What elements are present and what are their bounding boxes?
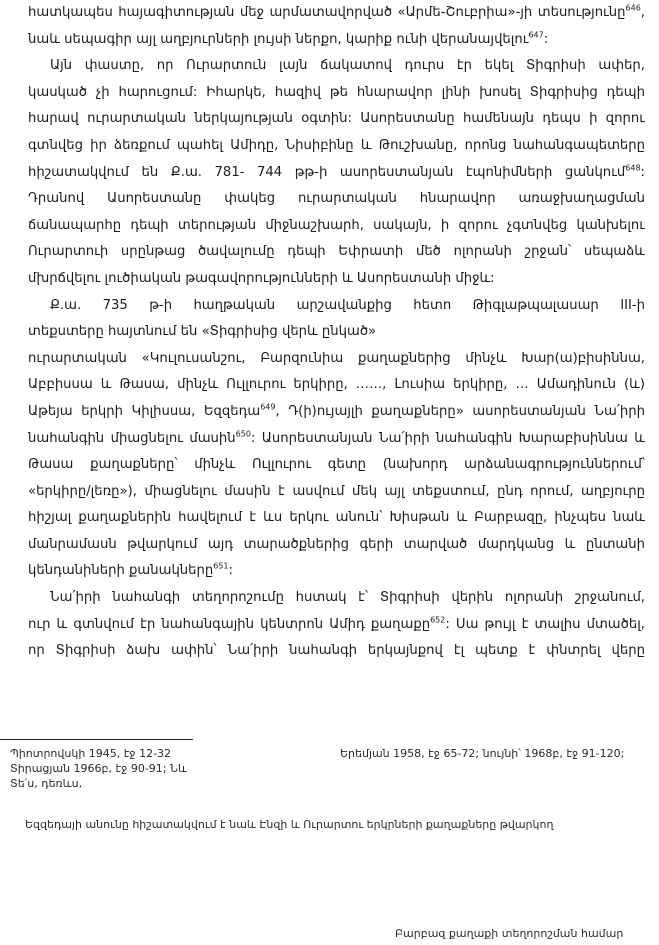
text-line: Դրանով Ասորեստանը փակեց ուրարտական հնարավոր առաջխաղացման	[28, 191, 645, 207]
text-line: Այն փաստը, որ Ուրարտուն լայն ճակատով դուրս էր եկել Տիգրիսի ափեր,	[50, 58, 645, 74]
text-line: մխրճվելու լուծիական թագավորությունների և Ասորեստանի միջև:	[28, 270, 495, 286]
footnote-reference: 647	[528, 30, 544, 40]
text-line: նաև սեպագիր այլ աղբյուրների լույսի ներքո, կարիք ունի վերանայվելու$^{647}$:	[28, 30, 549, 47]
text-line: ճանապարհը դեպի տերության միջնաշխարհ, սակայն, ի զորու չգտնվեց կանխելու	[28, 217, 645, 233]
footnote-text-line-bottom: Բարբազ քաղաքի տեղորոշման համար	[395, 927, 624, 940]
text-line: Թասա քաղաքները՝ մինչև Ուլլուրու գետը (նախորդ արձանագրություններում՝	[28, 457, 645, 473]
text-line: Նա՛իրի նահանգի տեղորոշումը հստակ է՝ Տիգրիսի վերին ոլորանի շրջանում,	[50, 590, 645, 606]
footnote-reference: 652	[430, 615, 446, 625]
footnote-reference: 651	[213, 562, 229, 572]
footnote-reference: 646	[625, 3, 641, 13]
text-line: հիշատակվում են Ք.ա. 781- 744 թթ-ի ասորեստանյան էպոնիմների ցանկում$^{648}$:	[28, 163, 645, 180]
text-line: նահանգին միացնելու մասին$^{650}$: Ասորեստանյան Նա՛իրի նահանգին Խարաբիսիննա և	[28, 429, 645, 446]
footnote-reference: 648	[625, 163, 641, 173]
text-line: ուր և գտնվում էր նահանգային կենտրոն Ամիդ քաղաքը$^{652}$: Սա թույլ է տալիս մտածել,	[28, 615, 645, 632]
footnote-left-column: Պիոտրովսկի 1945, էջ 12-32 Տիրացյան 1966բ, էջ 90-91; Նև Տե՛ս, դեռևս,	[10, 747, 187, 790]
text-line: ուրարտական «Կուլուսանշու, Բարզունիա քաղաքներից մինչև Խար(ա)բիսիննա,	[28, 350, 645, 366]
text-line: մանրամասն թվարկում այդ տարածքներից գերի տարված մարդկանց և ընտանի	[28, 536, 645, 552]
text-line: կենդանիների քանակները$^{651}$:	[28, 562, 233, 579]
text-line: հիշյալ քաղաքներին հավելում է ևս երկու անուն՝ Խիսթան և Բարբազը, ինչպես նաև	[28, 510, 645, 526]
text-line: որ Տիգրիսի ձախ ափին՝ Նա՛իրի նահանգի երկայնքով էլ պետք է փնտրել վերը	[28, 643, 645, 659]
text-line: Աթեյա երկրի Կիլիսսա, Եզզեդա$^{649}$, Դ(ի)ույայլի քաղաքները» ասորեստանյան Նա՛իրի	[28, 402, 645, 419]
footnote-reference: 650	[235, 429, 251, 439]
text-line: կասկած չի հարուցում: Իհարկե, հազիվ թե հնարավոր լինի խոսել Տիգրիսից դեպի	[28, 84, 645, 100]
text-line: Աբբիսսա և Թասա, մինչև Ուլլուրու երկիրը, ……, Լուսիա երկիրը, … Ամադինուն (և)	[28, 377, 645, 393]
footnote-reference: 649	[260, 402, 276, 412]
text-line: Ուրարտուի սրընթաց ծավալումը դեպի Եփրատի մեծ ոլորանի շրջան՝ սեպաձև	[28, 244, 645, 260]
text-line: տեքստերը հայտնում են «Տիգրիսից վերև ընկած»	[28, 324, 377, 340]
footnote-text-line: Եզզեդայի անունը հիշատակվում է նաև Էնզի և Ուրարտու երկրների քաղաքները թվարկող	[25, 818, 554, 831]
main-body-text	[28, 0, 645, 665]
text-line: գտնվեց իր ձեռքում պահել Ամիդը, Նիսիբինը և Թուշխանը, որոնց նահանգապետերը	[28, 137, 645, 153]
text-line: Ք.ա. 735 թ-ի հաղթական արշավանքից հետո Թիգլաթպալասար III-ի	[50, 297, 645, 313]
text-line: «երկիրը/լեռը»), միացնելու մասին է ասվում մեկ այլ տեքստում, ընդ որում, աղբյուրը	[28, 483, 645, 499]
footnote-right-column: Երեմյան 1958, էջ 65-72; նույնի՝ 1968բ, էջ 91-120;	[340, 747, 625, 760]
text-line: հատկապես հայագիտության մեջ արմատավորված «Արմե-Շուբրիա»-յի տեսությունը$^{646}$,	[28, 3, 645, 20]
text-line: հարավ ուրարտական ներկայության օգտին: Ասորեստանը համենայն դեպս ի զորու	[28, 111, 645, 127]
footnote-separator	[0, 739, 193, 740]
